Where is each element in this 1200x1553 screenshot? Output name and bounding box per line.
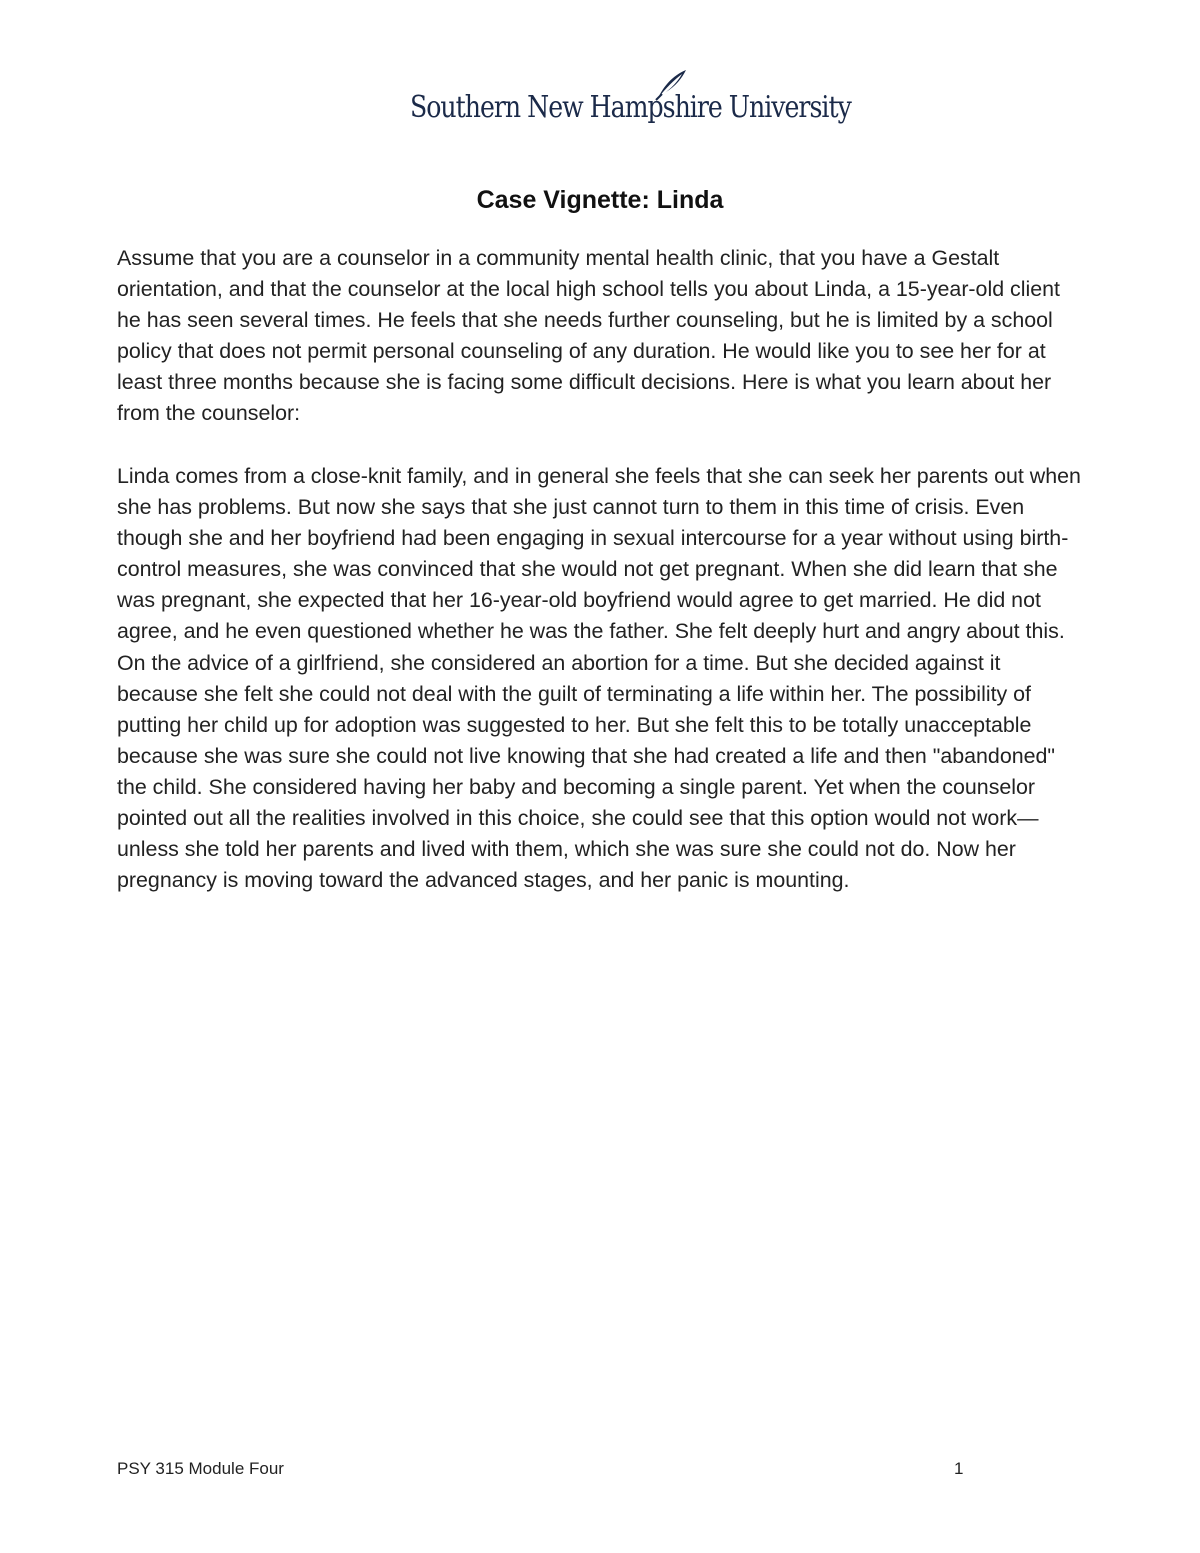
paragraph-case: Linda comes from a close-knit family, and in general she feels that she can seek her parents out when she has problems. But now she says that she just cannot turn to them in this time of crisis. Even though she and her boyfriend had been engaging in sexual intercourse for a year without using birth-control measures, she was convinced that she would not get pregnant. When she did learn that she was pregnant, she expected that her 16-year-old boyfriend would agree to get married. He did not agree, and he even questioned whether he was the father. She felt deeply hurt and angry about this. On the advice of a girlfriend, she considered an abortion for a time. But she decided against it because she felt she could not deal with the guilt of terminating a life within her. The possibility of putting her child up for adoption was suggested to her. But she felt this to be totally unacceptable because she was sure she could not live knowing that she had created a life and then "abandoned" the child. She considered having her baby and becoming a single parent. Yet when the counselor pointed out all the realities involved in this choice, she could see that this option would not work—unless she told her parents and lived with them, which she was sure she could not do. Now her pregnancy is moving toward the advanced stages, and her panic is mounting. — [117, 464, 1081, 893]
footer-page-number: 1 — [954, 1459, 964, 1478]
footer-course-label: PSY 315 Module Four — [117, 1459, 284, 1478]
logo-wordmark: Southern New Hampshire University — [410, 90, 851, 125]
paragraph-intro: Assume that you are a counselor in a community mental health clinic, that you have a Gestalt orientation, and that the counselor at the local high school tells you about Linda, a 15-year-old client he has seen several times. He feels that she needs further counseling, but he is limited by a school policy that does not permit personal counseling of any duration. He would like you to see her for at least three months because she is facing some difficult decisions. Here is what you learn about her from the counselor: — [117, 246, 1060, 426]
document-title: Case Vignette: Linda — [476, 186, 724, 214]
university-logo — [408, 68, 851, 132]
